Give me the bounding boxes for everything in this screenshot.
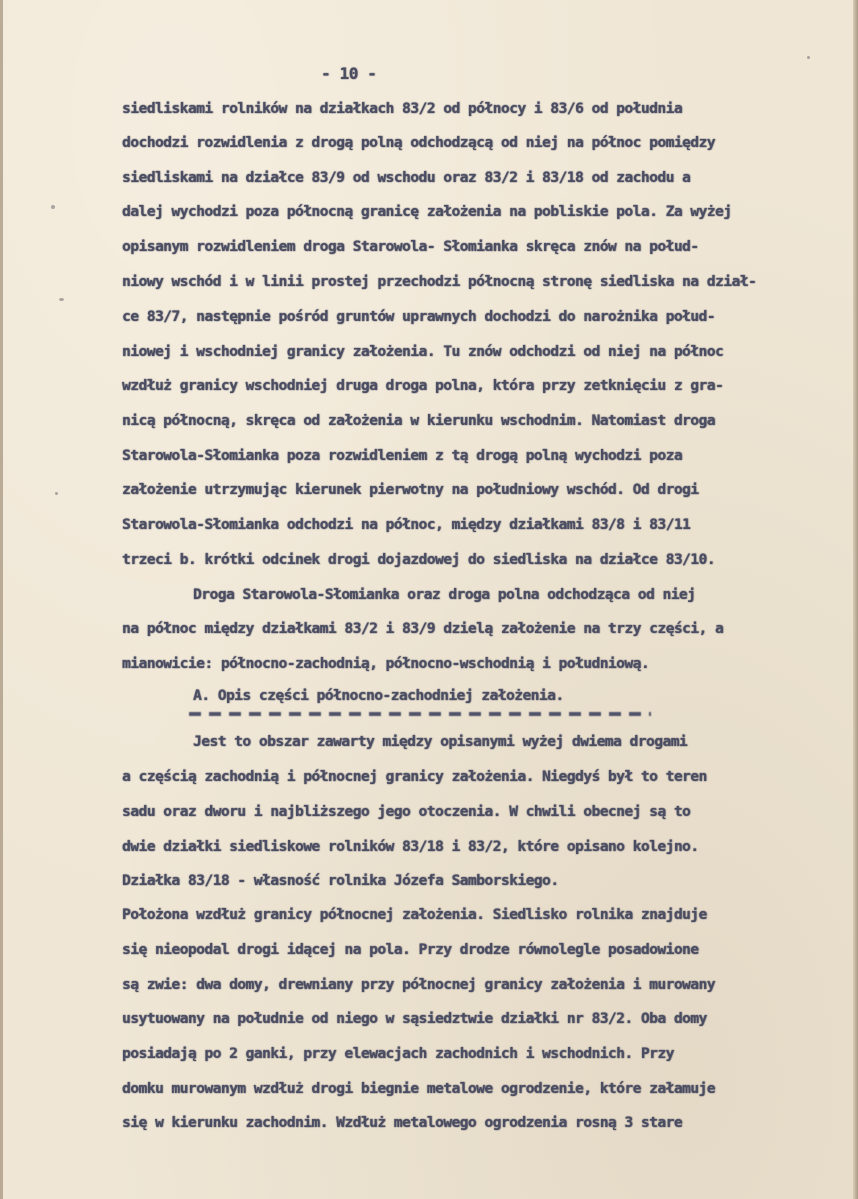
text-line: nicą północną, skręca od założenia w kierunku wschodnim. Natomiast droga — [122, 412, 716, 429]
heading-dashed-underline — [189, 712, 651, 716]
paper-speck — [807, 56, 810, 59]
text-line: siedliskami rolników na działkach 83/2 od północy i 83/6 od południa — [122, 100, 683, 117]
text-line: sadu oraz dworu i najbliższego jego otoczenia. W chwili obecnej są to — [122, 803, 691, 820]
text-line: trzeci b. krótki odcinek drogi dojazdowej do siedliska na działce 83/10. — [122, 551, 716, 568]
text-line: opisanym rozwidleniem droga Starowola- Słomianka skręca znów na połud- — [122, 238, 699, 255]
text-line: niowy wschód i w linii prostej przechodzi północną stronę siedliska na dział- — [122, 273, 757, 290]
text-line: usytuowany na południe od niego w sąsiedztwie działki nr 83/2. Oba domy — [122, 1010, 707, 1027]
text-line: Droga Starowola-Słomianka oraz droga polna odchodząca od niej — [193, 586, 696, 603]
paper-speck — [59, 298, 64, 301]
text-line: ce 83/7, następnie pośród gruntów uprawnych dochodzi do narożnika połud- — [122, 308, 716, 325]
text-line: posiadają po 2 ganki, przy elewacjach zachodnich i wschodnich. Przy — [122, 1045, 674, 1062]
text-line: Starowola-Słomianka odchodzi na północ, między działkami 83/8 i 83/11 — [122, 516, 691, 533]
text-line: na północ między działkami 83/2 i 83/9 dzielą założenie na trzy części, a — [122, 620, 724, 637]
text-line: Jest to obszar zawarty między opisanymi wyżej dwiema drogami — [193, 733, 688, 750]
paper-speck — [55, 492, 58, 495]
text-line: a częścią zachodnią i północnej granicy założenia. Niegdyś był to teren — [122, 768, 707, 785]
text-line: się nieopodal drogi idącej na pola. Przy drodze równolegle posadowione — [122, 941, 699, 958]
page-number: - 10 - — [321, 64, 377, 83]
text-line: siedliskami na działce 83/9 od wschodu oraz 83/2 i 83/18 od zachodu a — [122, 169, 691, 186]
text-line: wzdłuż granicy wschodniej druga droga polna, która przy zetknięciu z gra- — [122, 377, 724, 394]
text-line: się w kierunku zachodnim. Wzdłuż metalowego ogrodzenia rosną 3 stare — [122, 1114, 683, 1131]
text-line: założenie utrzymując kierunek pierwotny na południowy wschód. Od drogi — [122, 481, 699, 498]
text-line: są zwie: dwa domy, drewniany przy północnej granicy założenia i murowany — [122, 976, 716, 993]
text-line: dochodzi rozwidlenia z drogą polną odchodzącą od niej na północ pomiędzy — [122, 134, 716, 151]
text-line: domku murowanym wzdłuż drogi biegnie metalowe ogrodzenie, które załamuje — [122, 1080, 716, 1097]
text-line: Działka 83/18 - własność rolnika Józefa Samborskiego. — [122, 872, 559, 889]
text-line: Starowola-Słomianka poza rozwidleniem z tą drogą polną wychodzi poza — [122, 447, 683, 464]
text-line: mianowicie: północno-zachodnią, północno-wschodnią i południową. — [122, 655, 650, 672]
text-line: dalej wychodzi poza północną granicę założenia na pobliskie pola. Za wyżej — [122, 203, 732, 220]
text-line: niowej i wschodniej granicy założenia. Tu znów odchodzi od niej na północ — [122, 343, 724, 360]
text-line: Położona wzdłuż granicy północnej założenia. Siedlisko rolnika znajduje — [122, 906, 707, 923]
page-edge-shadow — [853, 0, 858, 1199]
text-line: dwie działki siedliskowe rolników 83/18 i 83/2, które opisano kolejno. — [122, 838, 699, 855]
section-heading: A. Opis części północno-zachodniej założenia. — [193, 687, 564, 704]
paper-speck — [51, 205, 55, 209]
